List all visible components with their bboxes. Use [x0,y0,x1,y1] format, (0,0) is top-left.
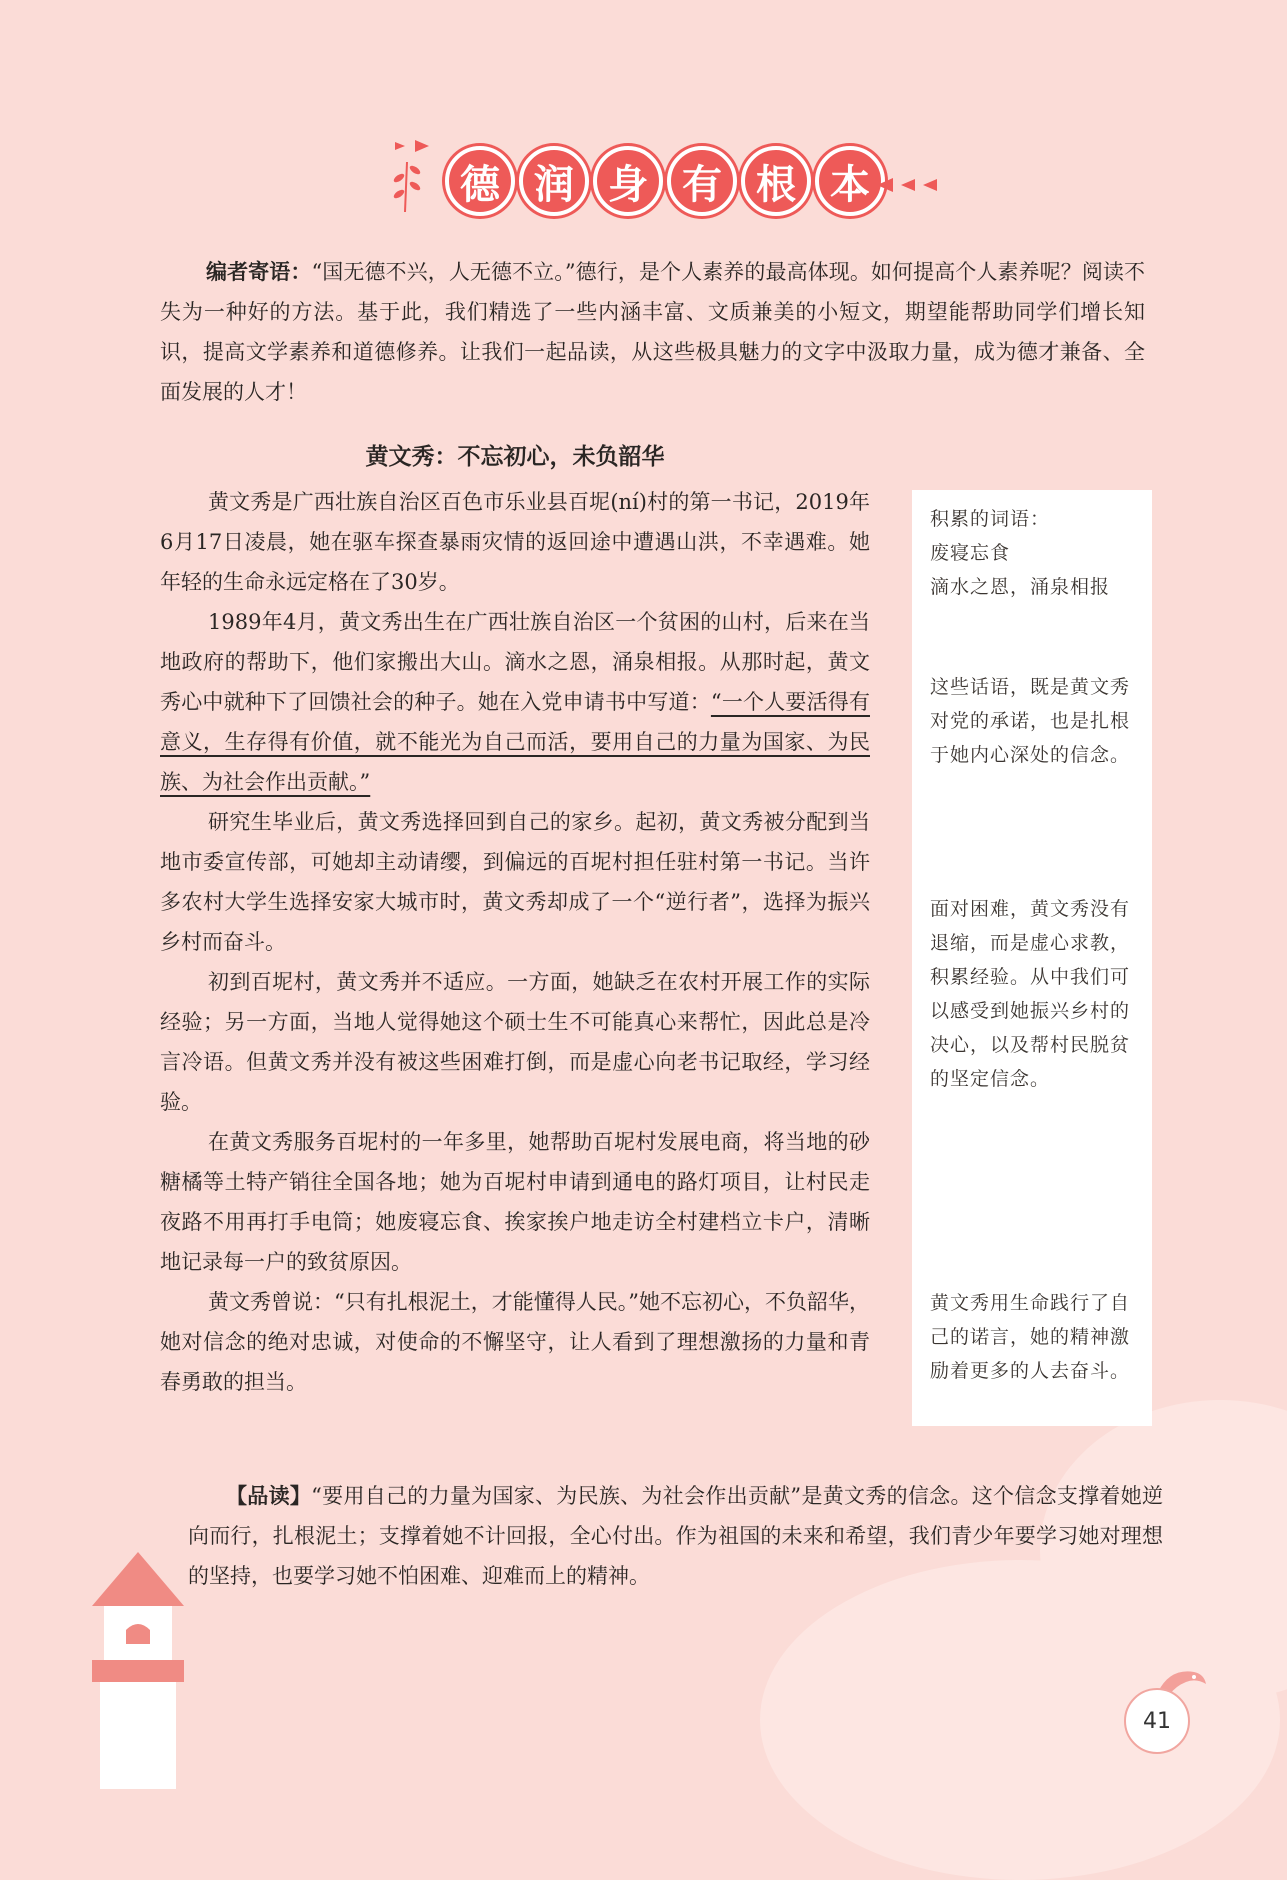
page-header [385,128,945,228]
title-char: 润 [519,146,589,216]
side-note-line: 废寝忘食 [930,542,1011,564]
side-notes-panel [912,490,1152,1426]
side-note-line: 滴水之恩，涌泉相报 [930,576,1111,598]
editor-note-label: 编者寄语： [206,260,312,284]
editor-note-text: “国无德不兴，人无德不立。”德行，是个人素养的最高体现。如何提高个人素养呢？阅读不失为一种好的方法。基于此，我们精选了一些内涵丰富、文质兼美的小短文，期望能帮助同学们增长知识，提高文学素养和道德修养。让我们一起品读，从这些极具魅力的文字中汲取力量，成为德才兼备、全面发展的人才！ [160,260,1146,404]
side-note-comment: 这些话语，既是黄文秀对党的承诺，也是扎根于她内心深处的信念。 [930,676,1131,766]
paragraph-text: 1989年4月，黄文秀出生在广西壮族自治区一个贫困的山村，后来在当地政府的帮助下，他们家搬出大山。滴水之恩，涌泉相报。从那时起，黄文秀心中就种下了回馈社会的种子。她在入党申请书中写道： [160,610,870,714]
article-paragraph [160,602,870,802]
title-char: 本 [815,146,885,216]
title-char: 身 [593,146,663,216]
underlined-quote: “一个人要活得有意义，生存得有价值，就不能光为自己而活，要用自己的力量为国家、为民族、为社会作出贡献。” [160,690,870,794]
reading-commentary [188,1476,1163,1596]
sprig-decoration-icon [385,134,445,214]
article-body [160,482,870,1402]
reading-commentary-label: 【品读】 [226,1484,312,1508]
title-group-2 [667,146,885,216]
article-paragraph: 初到百坭村，黄文秀并不适应。一方面，她缺乏在农村开展工作的实际经验；另一方面，当地人觉得她这个硕士生不可能真心来帮忙，因此总是冷言冷语。但黄文秀并没有被这些困难打倒，而是虚心向老书记取经，学习经验。 [160,970,870,1114]
article-paragraph: 黄文秀曾说：“只有扎根泥土，才能懂得人民。”她不忘初心，不负韶华，她对信念的绝对忠诚，对使命的不懈坚守，让人看到了理想激扬的力量和青春勇敢的担当。 [160,1290,870,1394]
lighthouse-icon [88,1548,188,1789]
title-char: 有 [667,146,737,216]
background-cloud [760,1560,1280,1880]
side-note-comment: 黄文秀用生命践行了自己的诺言，她的精神激励着更多的人去奋斗。 [930,1292,1131,1382]
title-group-1 [445,146,663,216]
article-paragraph: 研究生毕业后，黄文秀选择回到自己的家乡。起初，黄文秀被分配到当地市委宣传部，可她却主动请缨，到偏远的百坭村担任驻村第一书记。当许多农村大学生选择安家大城市时，黄文秀却成了一个“逆行者”，选择为振兴乡村而奋斗。 [160,810,870,954]
side-note-line: 积累的词语： [930,508,1051,530]
title-char: 根 [741,146,811,216]
side-note-comment: 面对困难，黄文秀没有退缩，而是虚心求教，积累经验。从中我们可以感受到她振兴乡村的决心，以及帮村民脱贫的坚定信念。 [930,898,1131,1090]
page-number: 41 [1124,1688,1190,1754]
article-paragraph: 在黄文秀服务百坭村的一年多里，她帮助百坭村发展电商，将当地的砂糖橘等土特产销往全国各地；她为百坭村申请到通电的路灯项目，让村民走夜路不用再打手电筒；她废寝忘食、挨家挨户地走访全村建档立卡户，清晰地记录每一户的致贫原因。 [160,1130,870,1274]
editor-note [160,252,1145,412]
fish-decoration-icon [873,170,943,200]
article-title: 黄文秀：不忘初心，未负韶华 [365,444,665,470]
title-char: 德 [445,146,515,216]
side-note-vocabulary [930,502,1140,604]
article-paragraph: 黄文秀是广西壮族自治区百色市乐业县百坭(ní)村的第一书记，2019年6月17日凌晨，她在驱车探查暴雨灾情的返回途中遭遇山洪，不幸遇难。她年轻的生命永远定格在了30岁。 [160,490,870,594]
reading-commentary-text: “要用自己的力量为国家、为民族、为社会作出贡献”是黄文秀的信念。这个信念支撑着她逆向而行，扎根泥土；支撑着她不计回报，全心付出。作为祖国的未来和希望，我们青少年要学习她对理想的坚持，也要学习她不怕困难、迎难而上的精神。 [188,1484,1164,1588]
